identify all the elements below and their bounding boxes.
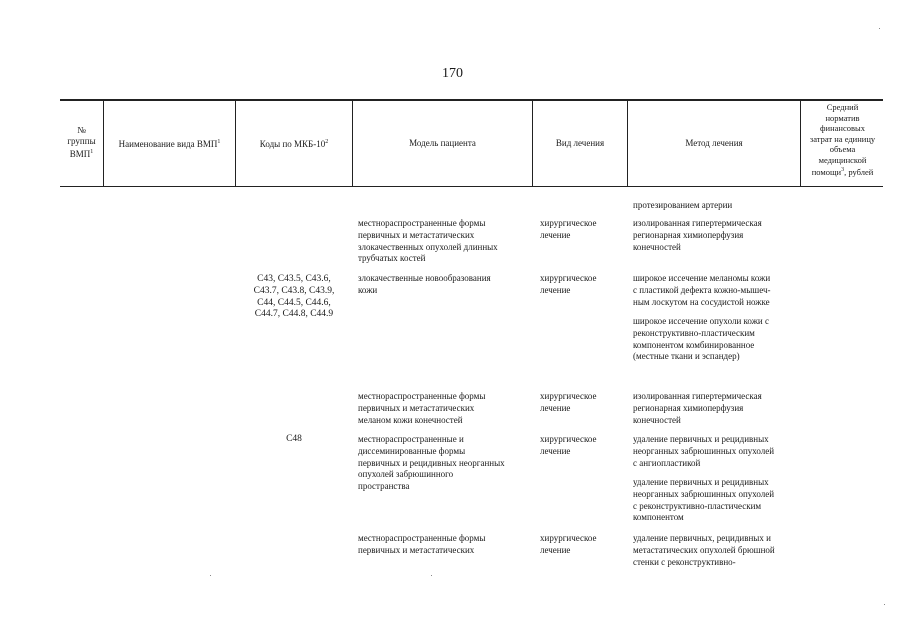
header-icd-codes <box>236 137 352 150</box>
page-number: 170 <box>442 66 463 81</box>
row4-model: местнораспространенные и диссеминированные формы первичных и рецидивных неорганных опухолей забрюшинного пространства <box>358 434 505 492</box>
row2-method: широкое иссечение меланомы кожи с пластикой дефекта кожно-мышеч- ным лоскутом на сосудистой ножке <box>633 273 771 307</box>
row4-type: хирургическое лечение <box>540 434 597 456</box>
scan-speck <box>879 28 880 29</box>
header-treatment-method-text: Метод лечения <box>685 138 743 148</box>
header-group-no <box>60 125 103 160</box>
header-treatment-type-text: Вид лечения <box>555 138 605 148</box>
row3-type: хирургическое лечение <box>540 391 597 413</box>
row3-method: изолированная гипертермическая регионарная химиоперфузия конечностей <box>633 391 762 425</box>
header-vmp-name-sup: 1 <box>217 139 221 145</box>
row2-type: хирургическое лечение <box>540 273 597 295</box>
row2-method2: широкое иссечение опухоли кожи с реконструктивно-пластическим компонентом комбинированное (местные ткани и эспандер) <box>633 316 769 362</box>
row1-method: изолированная гипертермическая регионарная химиоперфузия конечностей <box>633 218 762 252</box>
row4-codes: C48 <box>286 434 302 444</box>
header-treatment-type <box>533 138 627 149</box>
header-vmp-name <box>104 137 235 150</box>
row5-method: удаление первичных, рецидивных и метастатических опухолей брюшной стенки с реконструктивно- <box>633 533 775 567</box>
row5-type: хирургическое лечение <box>540 533 597 555</box>
row4-method: удаление первичных и рецидивных неорганных забрюшинных опухолей с ангиопластикой <box>633 434 775 468</box>
row5-model: местнораспространенные формы первичных и метастатических <box>358 533 486 555</box>
row1-type: хирургическое лечение <box>540 218 597 240</box>
row2-model: злокачественные новообразования кожи <box>358 273 491 295</box>
row3-model: местнораспространенные формы первичных и метастатических меланом кожи конечностей <box>358 391 486 425</box>
row0-method: протезированием артерии <box>633 200 733 210</box>
header-icd-codes-sup: 2 <box>325 139 329 145</box>
header-avg-cost <box>800 102 885 177</box>
header-group-no-text: № группы ВМП <box>67 125 96 159</box>
header-icd-codes-text: Коды по МКБ-10 <box>259 139 326 149</box>
row1-model: местнораспространенные формы первичных и метастатических злокачественных опухолей длинных трубчатых костей <box>358 218 498 264</box>
header-patient-model-text: Модель пациента <box>409 138 476 148</box>
header-vmp-name-text: Наименование вида ВМП <box>118 139 218 149</box>
scan-speck <box>210 575 211 576</box>
header-avg-cost-tail: , рублей <box>844 166 874 177</box>
header-avg-cost-sup: 3 <box>841 167 845 173</box>
header-bottom-border <box>60 186 883 187</box>
row4-method2: удаление первичных и рецидивных неорганных забрюшинных опухолей с реконструктивно-пластическим компонентом <box>633 477 775 523</box>
scan-speck <box>884 604 885 605</box>
header-patient-model <box>353 138 532 149</box>
header-top-border <box>60 99 883 101</box>
header-avg-cost-text: Средний норматив финансовых затрат на единицу объема медицинской помощи <box>809 102 876 177</box>
header-treatment-method <box>628 138 800 149</box>
row2-codes: C43, C43.5, C43.6, C43.7, C43.8, C43.9, C44, C44.5, C44.6, C44.7, C44.8, C44.9 <box>253 274 335 320</box>
header-group-no-sup: 1 <box>90 149 94 155</box>
scan-speck <box>431 575 432 576</box>
